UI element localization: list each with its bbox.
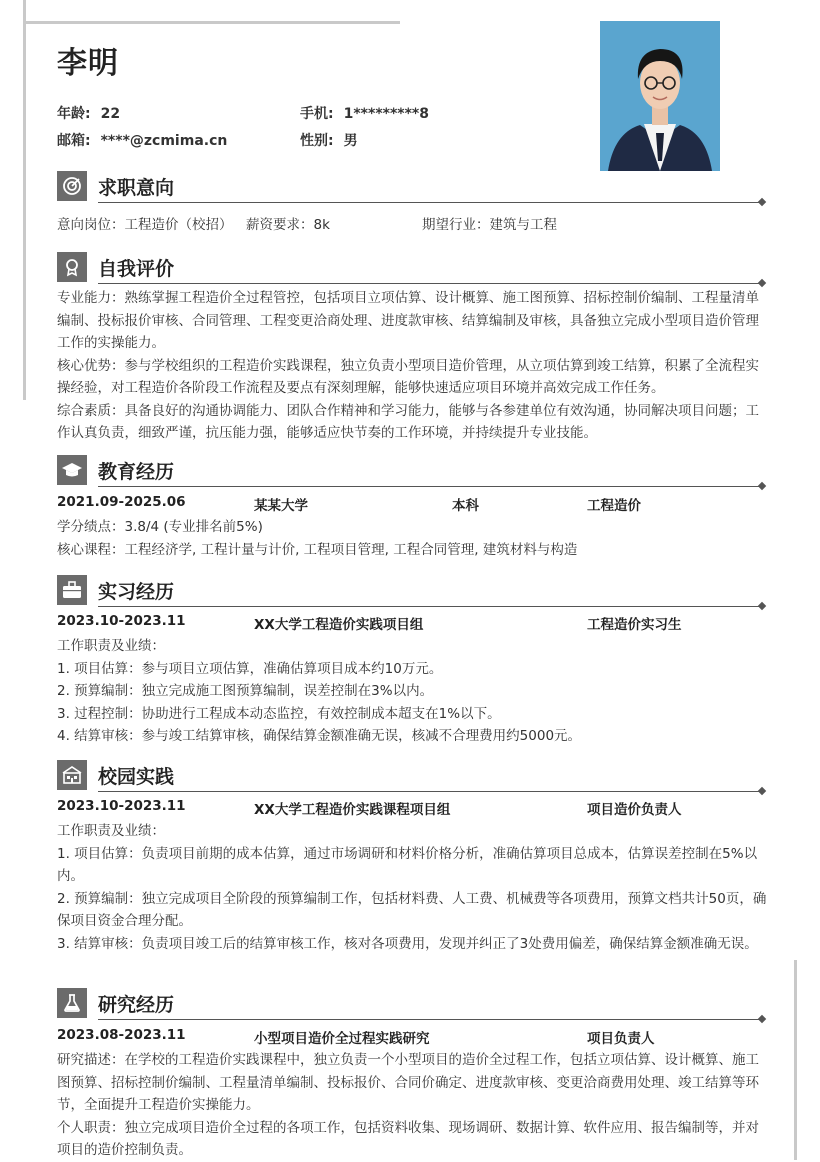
campus-org: XX大学工程造价实践课程项目组 <box>254 802 451 818</box>
intent-position: 意向岗位：工程造价（校招） <box>57 217 233 233</box>
research-topic: 小型项目造价全过程实践研究 <box>254 1031 430 1047</box>
age-label: 年龄: <box>57 106 91 122</box>
divider-diamond <box>758 198 766 206</box>
briefcase-icon <box>57 575 87 605</box>
research-row <box>57 1027 765 1049</box>
decorative-left-line <box>23 0 26 400</box>
section-divider <box>98 1019 761 1020</box>
intern-org: XX大学工程造价实践项目组 <box>254 617 424 633</box>
target-icon <box>57 171 87 201</box>
section-divider <box>98 283 761 284</box>
divider-diamond <box>758 482 766 490</box>
intern-role: 工程造价实习生 <box>587 617 682 633</box>
intent-industry: 期望行业：建筑与工程 <box>422 217 557 233</box>
email-info <box>57 130 227 150</box>
section-title: 实习经历 <box>98 581 175 603</box>
section-header-education <box>57 455 765 489</box>
edu-courses: 核心课程：工程经济学, 工程计量与计价, 工程项目管理, 工程合同管理, 建筑材料与构造 <box>57 541 578 558</box>
profile-photo <box>600 21 720 171</box>
internship-row <box>57 613 765 635</box>
section-header-self-evaluation <box>57 252 765 286</box>
edu-date: 2021.09-2025.06 <box>57 494 186 510</box>
self-eval-text <box>57 287 767 445</box>
campus-date: 2023.10-2023.11 <box>57 798 186 814</box>
section-header-research <box>57 988 765 1022</box>
education-row <box>57 494 765 516</box>
research-details <box>57 1049 767 1162</box>
internship-details <box>57 635 767 748</box>
edu-gpa: 学分绩点：3.8/4 (专业排名前5%) <box>57 519 263 535</box>
divider-diamond <box>758 787 766 795</box>
email-value: ****@zcmima.cn <box>100 133 228 149</box>
campus-details <box>57 820 767 955</box>
section-title: 求职意向 <box>98 177 175 199</box>
intern-date: 2023.10-2023.11 <box>57 613 186 629</box>
edu-school: 某某大学 <box>254 498 308 514</box>
research-duty: 个人职责：独立完成项目造价全过程的各项工作，包括资料收集、现场调研、数据计算、软件应用、报告编制等，并对项目的造价控制负责。 <box>57 1119 759 1158</box>
campus-item-3: 3. 结算审核：负责项目竣工后的结算审核工作，核对各项费用，发现并纠正了3处费用偏差，确保结算金额准确无误。 <box>57 935 758 952</box>
section-title: 自我评价 <box>98 258 175 280</box>
divider-diamond <box>758 602 766 610</box>
section-header-internship <box>57 575 765 609</box>
section-header-campus-practice <box>57 760 765 794</box>
campus-intro: 工作职责及业绩： <box>57 823 165 839</box>
gender-label: 性别: <box>300 133 334 149</box>
phone-info <box>300 103 429 123</box>
self-eval-professional: 专业能力：熟练掌握工程造价全过程管控，包括项目立项估算、设计概算、施工图预算、招标控制价编制、工程量清单编制、投标报价审核、合同管理、工程变更洽商处理、进度款审核、结算编制及审核，具备独立完成小型项目造价管理工作的实操能力。 <box>57 290 759 351</box>
intern-intro: 工作职责及业绩： <box>57 638 165 654</box>
email-label: 邮箱: <box>57 133 91 149</box>
age-info <box>57 103 120 123</box>
research-role: 项目负责人 <box>587 1031 655 1047</box>
section-title: 教育经历 <box>98 461 175 483</box>
intent-salary: 薪资要求：8k <box>246 217 330 233</box>
section-header-job-intent <box>57 171 765 205</box>
age-value: 22 <box>100 106 121 122</box>
research-description: 研究描述：在学校的工程造价实践课程中，独立负责一个小型项目的造价全过程工作，包括立项估算、设计概算、施工图预算、招标控制价编制、工程量清单编制、投标报价、合同价确定、进度款审核、变更洽商费用处理、竣工结算等环节，全面提升工程造价实操能力。 <box>57 1052 759 1113</box>
research-date: 2023.08-2023.11 <box>57 1027 186 1043</box>
decorative-right-line <box>794 960 797 1160</box>
intern-item-3: 3. 过程控制：协助进行工程成本动态监控，有效控制成本超支在1%以下。 <box>57 705 501 722</box>
section-divider <box>98 606 761 607</box>
campus-item-2: 2. 预算编制：独立完成项目全阶段的预算编制工作，包括材料费、人工费、机械费等各项费用，预算文档共计50页，确保项目资金合理分配。 <box>57 890 767 929</box>
campus-row <box>57 798 765 820</box>
flask-icon <box>57 988 87 1018</box>
education-details <box>57 516 767 561</box>
award-icon <box>57 252 87 282</box>
intern-item-1: 1. 项目估算：参与项目立项估算，准确估算项目成本约10万元。 <box>57 660 443 677</box>
phone-label: 手机: <box>300 106 334 122</box>
gender-info <box>300 130 358 150</box>
gender-value: 男 <box>343 133 358 149</box>
divider-diamond <box>758 279 766 287</box>
campus-item-1: 1. 项目估算：负责项目前期的成本估算，通过市场调研和材料价格分析，准确估算项目总成本，估算误差控制在5%以内。 <box>57 845 758 884</box>
school-building-icon <box>57 760 87 790</box>
section-divider <box>98 202 761 203</box>
divider-diamond <box>758 1015 766 1023</box>
self-eval-quality: 综合素质：具备良好的沟通协调能力、团队合作精神和学习能力，能够与各参建单位有效沟通，协同解决项目问题；工作认真负责，细致严谨，抗压能力强，能够适应快节奏的工作环境，并持续提升专业技能。 <box>57 402 759 441</box>
self-eval-advantage: 核心优势：参与学校组织的工程造价实践课程，独立负责小型项目造价管理，从立项估算到竣工结算，积累了全流程实操经验，对工程造价各阶段工作流程及要点有深刻理解，能够快速适应项目环境并高效完成工作任务。 <box>57 357 759 396</box>
candidate-name: 李明 <box>57 46 119 81</box>
section-divider <box>98 791 761 792</box>
section-title: 研究经历 <box>98 994 175 1016</box>
intern-item-2: 2. 预算编制：独立完成施工图预算编制，误差控制在3%以内。 <box>57 683 434 699</box>
intern-item-4: 4. 结算审核：参与竣工结算审核，确保结算金额准确无误，核减不合理费用约5000元。 <box>57 728 582 744</box>
section-title: 校园实践 <box>98 766 175 788</box>
edu-major: 工程造价 <box>587 498 641 514</box>
campus-role: 项目造价负责人 <box>587 802 682 818</box>
section-divider <box>98 486 761 487</box>
graduation-cap-icon <box>57 455 87 485</box>
phone-value: 1*********8 <box>343 106 429 122</box>
decorative-top-line <box>23 21 400 24</box>
edu-degree: 本科 <box>452 498 479 514</box>
